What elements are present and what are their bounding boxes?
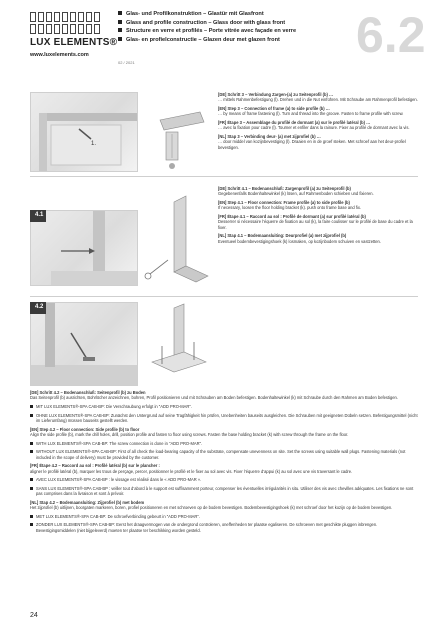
svg-text:1.: 1. <box>91 141 97 147</box>
document-title <box>118 10 348 44</box>
step-4-1-en-heading: [EN] Step 4.1 – Floor connection: Frame profile (a) to side profile (b) <box>218 200 350 205</box>
divider <box>30 296 418 297</box>
step-4-2-fr-body: aligner le profilé latéral (b), marquer les trous de perçage, percer, positionner le profilé et le fixer au sol avec vis. Fixer l’équerre d’appui (k) au sol avec une vis traversant le cadre. <box>30 468 353 474</box>
step-3-nl-heading: [NL] Stap 3 – Verbinding deur- (a) met zijprofiel (b) … <box>218 134 321 139</box>
step-4-1-nl-body: Eventueel bodembevestigingshoek (k) losmaken, op kozijnbodem schuiven en vastzetten. <box>218 238 381 244</box>
step-4-2-en-bullet-without: WITHOUT LUX ELEMENTS®-SPA CAB-BP: First of all check the load-bearing capacity of the substrate, compensate unevenness on site. Set the screws using suitable wall plugs. Fastening materials (not included in the scope of delivery) must be provided by the customer. <box>30 449 418 460</box>
step-4-2-de-heading: [DE] Schritt 4.2 – Bodenanschluß: Seitenprofil (b) zu Boden <box>30 390 146 395</box>
step-4-2-nl-heading: [NL] Stap 4.2 – Bodemaansluiting: Zijprofiel (b) met bodem <box>30 499 145 505</box>
title-en: Glass and profile construction – Glass door with glass front <box>118 19 348 28</box>
page-number: 24 <box>30 612 38 619</box>
divider <box>30 176 418 177</box>
document-date: 02 / 2021 <box>118 60 135 65</box>
step-3-photo <box>30 92 138 172</box>
step-3-en-heading: [EN] Step 3 – Connection of frame (a) to side profile (b) … <box>218 106 330 111</box>
step-3-de-body: … mittels Rahmenbefestigung (l). Drehen und in die Nut einführen. Mit Schraube am Rahmenprofil befestigen. <box>218 97 418 103</box>
step-3-nl-body: … door middel van kozijnbevestiging (l). Draaien en in de groef steken. Met schroef aan het deur-profiel bevestigen. <box>218 139 406 150</box>
frame-corner-illustration <box>31 93 138 172</box>
brand-name: LUX ELEMENTS® <box>30 37 118 48</box>
step-3-fr-heading: [FR] Étape 3 – Assemblage du profilé de dormant (a) sur le profilé latéral (b) … <box>218 120 371 125</box>
step-4-2-de-bullet-without: OHNE LUX ELEMENTS®-SPA CAB-BP: Zunächst den Untergrund auf seine Tragfähigkeit hin prüfen, Unebenheiten bauseits ausgleichen. Die Schrauben mit geeigneten Dübeln setzen. Befestigungsmittel (nicht im Lieferumfang) müssen bauseits gestellt werden. <box>30 413 418 424</box>
step-4-2-en-bullet-with: WITH LUX ELEMENTS®-SPA CAB-BP: The screw connection is done in "ADD PRO-MAR". <box>30 441 418 446</box>
floor-drilling-photo <box>31 303 138 386</box>
step-4-2-nl-bullet-without: ZONDER LUX ELEMENTS®-SPA CAB-BP: Eerst het draagvermogen van de ondergrond controleren, oneffenheden ter plaatse egaliseren. De schroeven met geschikte pluggen inbrengen. Bevestigingsmiddelen (niet bijgeleverd) moeten ter plaatse ter beschikking worden gesteld. <box>30 522 418 533</box>
step-label-4-2: 4.2 <box>30 302 46 314</box>
step-3-fr-body: … avec la fixation pour cadre (l). Tourner et enfiler dans la rainure. Fixer au profilé de dormant avec la vis. <box>218 125 410 131</box>
title-de: Glas- und Profilkonstruktion – Glastür mit Glasfront <box>118 10 348 19</box>
step-4-1-de-body: Gegebenenfalls Bodenhaltewinkel (k) lösen, auf Rahmenboden schieben und fixieren. <box>218 191 374 197</box>
step-4-1-fr-body: Desserrer si nécessaire l’équerre de fixation au sol (k), la faire coulisser sur le profilé de base du cadre et la fixer. <box>218 219 413 230</box>
step-3-illustration <box>140 92 206 172</box>
step-4-1-nl-heading: [NL] Stap 4.1 – Bodemaansluiting: Deurprofiel (a) met zijprofiel (b) <box>218 233 347 239</box>
step-4-2-fr-bullet-with: AVEC LUX ELEMENTS®-SPA CAB-BP : le vissage est réalisé dans le « ADD PRO-MAR ». <box>30 477 418 482</box>
step-3-text <box>218 92 418 153</box>
step-4-2-en-body: Align the side profile (b), mark the drill holes, drill, position profile and fasten to floor using screws. Fasten the base holding bracket (k) with screw through the frame on the floor. <box>30 432 349 437</box>
step-4-1-fr-heading: [FR] Étape 4.1 – Raccord au sol : Profilé de dormant (a) sur profilé latéral (b) <box>218 214 366 219</box>
step-4-1-en-body: If necessary, loosen the floor holding bracket (k). push onto frame base and fix. <box>218 205 362 211</box>
step-4-1-illustration <box>140 186 214 296</box>
logo-mark <box>30 12 100 34</box>
step-4-2-de-bullet-with: MIT LUX ELEMENTS®-SPA CAB-BP: Die Verschraubung erfolgt in "ADD PRO-MAR". <box>30 404 418 409</box>
step-4-1-text <box>218 186 418 247</box>
step-4-2-nl-body: Het zijprofiel (b) uitlijnen, boorgaten markeren, boren, profiel positioneren en met schroeven op de bodem bevestigen. Bodembevestigingshoek (k) met schroef door het kozijn op de bodem bevestigen. <box>30 505 393 511</box>
step-label-4-1: 4.1 <box>30 210 46 222</box>
step-4-2-photo <box>30 302 138 386</box>
step-3-de-heading: [DE] Schritt 3 – Verbindung Zargen-(a) zu Seitenprofil (b) … <box>218 92 334 97</box>
brand-url[interactable]: www.luxelements.com <box>30 52 89 58</box>
step-4-2-fr-heading: [FR] Étape 4.2 – Raccord au sol : Profilé latéral (b) sur le plancher : <box>30 463 160 469</box>
title-nl: Glas- en profielconstructie – Glazen deur met glazen front <box>118 36 348 45</box>
step-4-2-text <box>30 390 418 536</box>
step-4-2-fr-bullet-without: SANS LUX ELEMENTS®-SPA CAB-BP : veiller tout d’abord à le support est suffisamment porteur, compenser les éventuelles irrégularités in situ. Utiliser des vis avec chevilles adéquates. Les fixations ne sont pas comprises dans la livraison et sont à prévoir. <box>30 486 418 497</box>
step-4-2-nl-bullet-with: MET LUX ELEMENTS®-SPA CAB-BP: De schroefverbinding gebeurt in "ADD PRO-MAR". <box>30 514 418 519</box>
floor-bracket-photo <box>31 211 138 286</box>
step-4-2-en-heading: [EN] Step 4.2 – Floor connection: Side profile (b) to floor <box>30 426 140 432</box>
title-fr: Structure en verre et profilés – Porte vitrée avec façade en verre <box>118 27 348 36</box>
step-4-2-de-body: Das Seitenprofil (b) ausrichten, Bohrlöcher anzeichnen, bohren, Profil positionieren und mit Schrauben am Boden befestigen. Bodenhaltewinkel (k) mit Schraube durch den Rahmen am Boden befestigen. <box>30 395 398 401</box>
step-4-1-photo <box>30 210 138 286</box>
step-4-1-de-heading: [DE] Schritt 4.1 – Bodenanschluß: Zargenprofil (a) zu Seitenprofil (b) <box>218 186 351 191</box>
step-4-2-illustration <box>140 302 216 386</box>
section-number: 6.2 <box>356 7 426 63</box>
step-3-en-body: … by means of frame fastening (l). Turn and thread into the groove. Fasten to frame profile with screw. <box>218 111 404 117</box>
